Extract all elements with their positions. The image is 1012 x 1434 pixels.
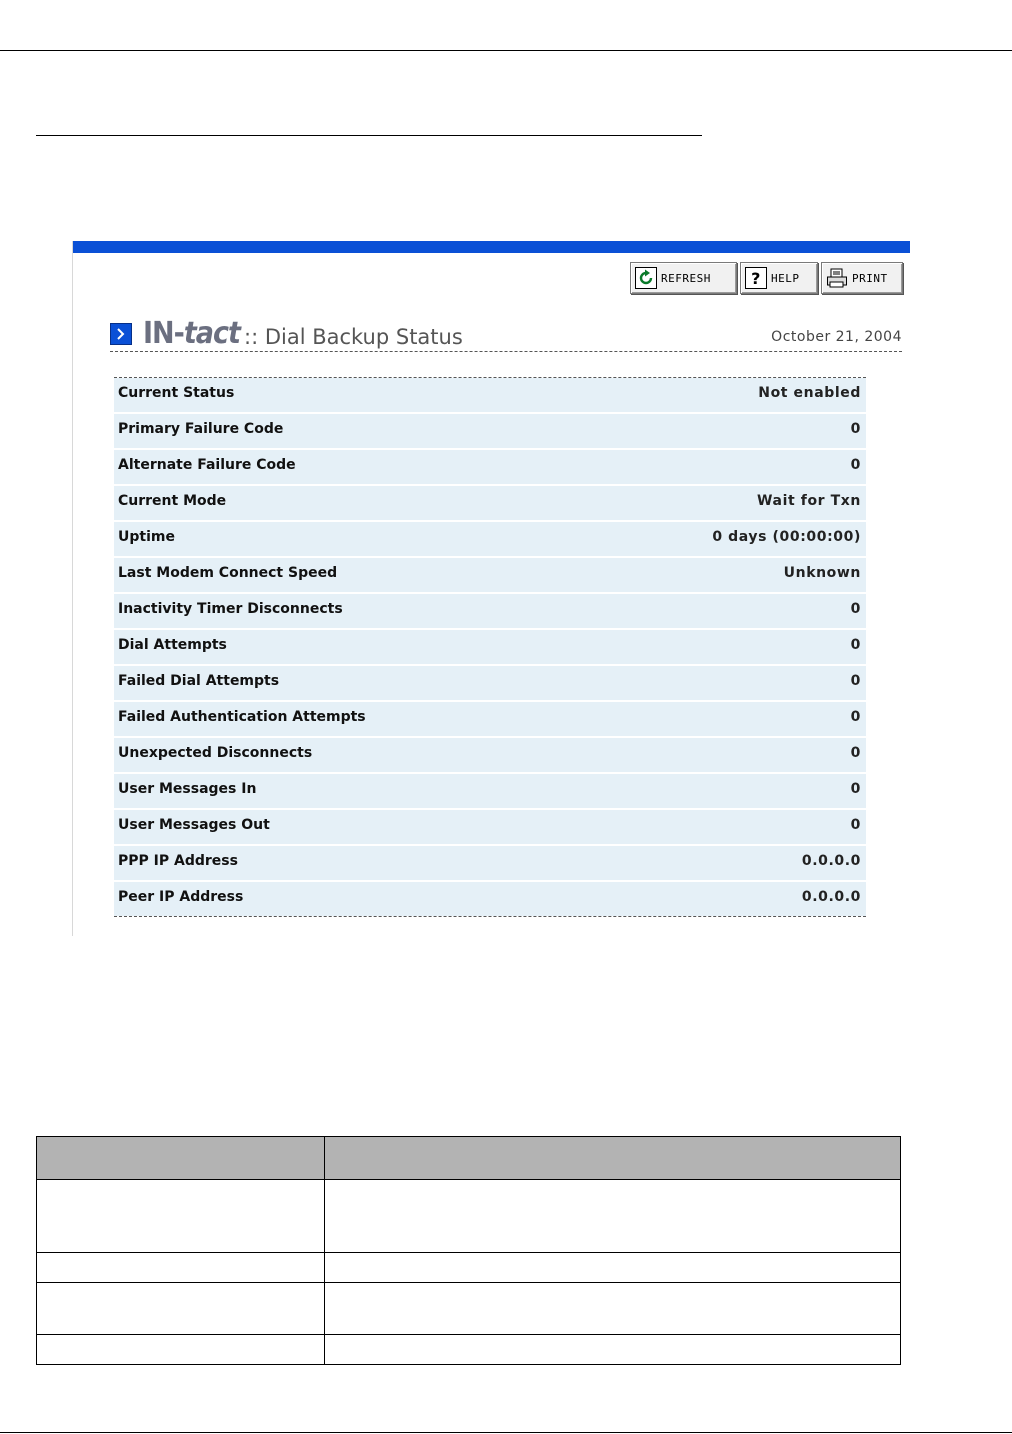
status-value: 0 xyxy=(850,781,861,797)
status-label: Inactivity Timer Disconnects xyxy=(118,601,343,617)
status-row xyxy=(114,702,866,736)
refresh-label: REFRESH xyxy=(661,271,711,285)
top-rule xyxy=(0,50,1012,51)
status-value: 0 xyxy=(850,421,861,437)
print-label: PRINT xyxy=(852,271,888,285)
status-row xyxy=(114,558,866,592)
section-rule xyxy=(36,135,702,136)
table-cell xyxy=(325,1335,901,1365)
page-title: :: Dial Backup Status xyxy=(244,325,463,349)
status-value: Not enabled xyxy=(758,385,861,401)
status-value: 0 xyxy=(850,709,861,725)
status-row xyxy=(114,414,866,448)
status-label: PPP IP Address xyxy=(118,853,238,869)
status-label: Last Modem Connect Speed xyxy=(118,565,338,581)
page-title-row xyxy=(110,316,902,352)
printer-icon xyxy=(826,267,848,289)
table-row xyxy=(37,1253,901,1283)
status-value: 0 xyxy=(850,457,861,473)
status-value: Wait for Txn xyxy=(757,493,861,509)
status-label: User Messages Out xyxy=(118,817,270,833)
status-row xyxy=(114,738,866,772)
status-row xyxy=(114,522,866,556)
status-label: Failed Dial Attempts xyxy=(118,673,280,689)
table-row xyxy=(37,1335,901,1365)
status-value: 0 days (00:00:00) xyxy=(712,529,861,545)
bottom-rule xyxy=(0,1432,1012,1433)
svg-text:?: ? xyxy=(751,269,761,288)
status-value: 0 xyxy=(850,745,861,761)
table-cell xyxy=(37,1180,325,1253)
status-row xyxy=(114,810,866,844)
table-header-cell xyxy=(325,1137,901,1180)
status-value: 0 xyxy=(850,817,861,833)
table-cell xyxy=(325,1283,901,1335)
status-label: Peer IP Address xyxy=(118,889,244,905)
chevron-right-icon xyxy=(110,323,132,345)
status-label: Uptime xyxy=(118,529,175,545)
table-cell xyxy=(37,1253,325,1283)
status-label: Current Mode xyxy=(118,493,227,509)
status-label: Unexpected Disconnects xyxy=(118,745,313,761)
status-label: User Messages In xyxy=(118,781,257,797)
status-label: Current Status xyxy=(118,385,235,401)
refresh-icon xyxy=(635,267,657,289)
status-value: 0.0.0.0 xyxy=(801,853,861,869)
status-row xyxy=(114,378,866,412)
table-cell xyxy=(37,1335,325,1365)
status-value: 0 xyxy=(850,637,861,653)
table-cell xyxy=(37,1283,325,1335)
status-row xyxy=(114,630,866,664)
status-row xyxy=(114,450,866,484)
help-button[interactable] xyxy=(740,262,818,294)
print-button[interactable] xyxy=(821,262,903,294)
status-table xyxy=(114,377,866,917)
table-row xyxy=(37,1283,901,1335)
question-mark-icon xyxy=(745,267,767,289)
description-table xyxy=(36,1136,901,1365)
help-label: HELP xyxy=(771,271,800,285)
table-cell xyxy=(325,1180,901,1253)
status-value: 0.0.0.0 xyxy=(801,889,861,905)
status-label: Dial Attempts xyxy=(118,637,227,653)
page-date: October 21, 2004 xyxy=(771,329,902,345)
status-label: Failed Authentication Attempts xyxy=(118,709,366,725)
in-tact-logo: IN-tact xyxy=(143,316,240,351)
status-row xyxy=(114,846,866,880)
table-header-cell xyxy=(37,1137,325,1180)
status-row xyxy=(114,882,866,916)
status-value: Unknown xyxy=(783,565,861,581)
table-header-row xyxy=(37,1137,901,1180)
dial-backup-status-screenshot xyxy=(72,241,910,936)
status-row xyxy=(114,594,866,628)
status-label: Alternate Failure Code xyxy=(118,457,296,473)
table-cell xyxy=(325,1253,901,1283)
top-accent-bar xyxy=(73,241,910,253)
status-row xyxy=(114,666,866,700)
status-label: Primary Failure Code xyxy=(118,421,284,437)
status-row xyxy=(114,486,866,520)
status-row xyxy=(114,774,866,808)
table-row xyxy=(37,1180,901,1253)
status-value: 0 xyxy=(850,673,861,689)
status-value: 0 xyxy=(850,601,861,617)
refresh-button[interactable] xyxy=(630,262,737,294)
